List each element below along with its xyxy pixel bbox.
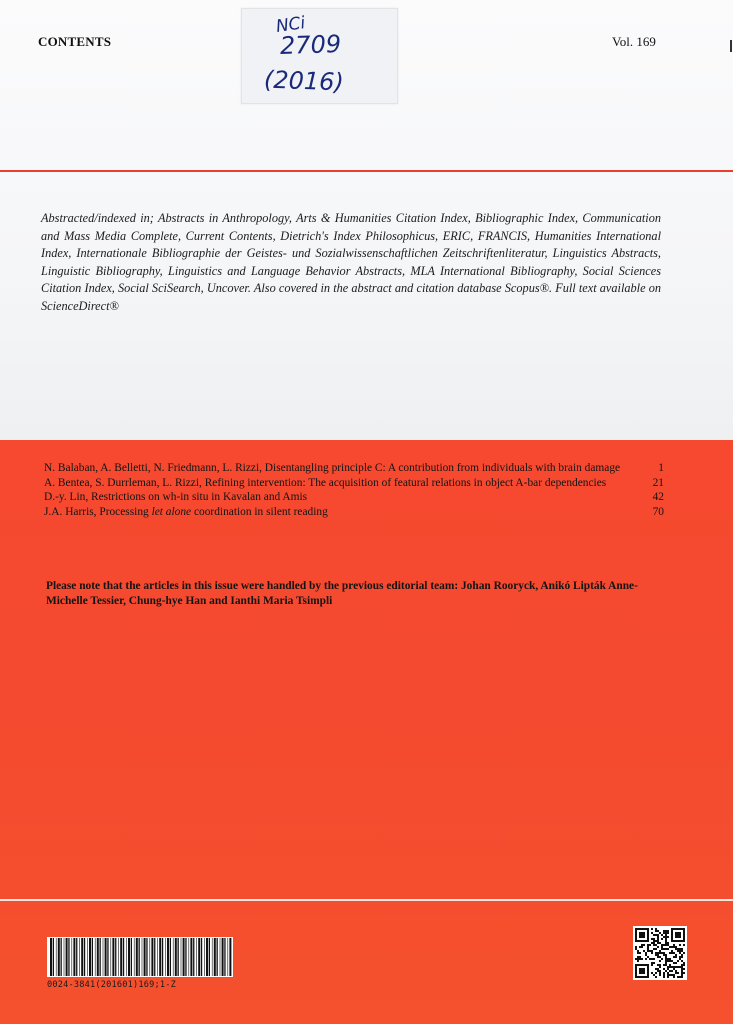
table-of-contents: [44, 461, 664, 519]
indexing-statement: Abstracted/indexed in; Abstracts in Anthropology, Arts & Humanities Citation Index, Bibliographic Index, Communication and Mass Media Complete, Current Contents, Dietrich's Index Philosophicus, ERIC, FRANCIS, Humanities International Index, Internationale Bibliographie der Geistes- und Sozialwissenschaftlichen Zeitschriftenliteratur, Linguistics Abstracts, Linguistic Bibliography, Linguistics and Language Behavior Abstracts, MLA International Bibliography, Social Sciences Citation Index, Social SciSearch, Uncover. Also covered in the abstract and citation database Scopus®. Full text available on ScienceDirect®: [41, 211, 661, 313]
toc-entry: [44, 490, 664, 505]
toc-entry: [44, 461, 664, 476]
toc-entry-page: 1: [658, 462, 664, 474]
sticker-note-line3: (2016): [263, 65, 345, 97]
sticker-note-line1: NCi: [274, 13, 307, 37]
toc-entry-title: A. Bentea, S. Durrleman, L. Rizzi, Refining intervention: The acquisition of featural relations in object A-bar dependencies: [44, 476, 607, 489]
qr-code: [633, 926, 687, 980]
toc-entry-page: 42: [652, 491, 664, 503]
toc-entry-page: 21: [652, 476, 664, 489]
library-sticker: [241, 8, 398, 104]
bottom-divider: [0, 899, 733, 901]
toc-entry-page: 70: [652, 505, 664, 518]
toc-entry-title-start: J.A. Harris, Processing: [44, 505, 152, 518]
top-divider: [0, 170, 733, 172]
toc-entry: [44, 505, 664, 520]
editorial-note: Please note that the articles in this issue were handled by the previous editorial team: Johan Rooryck, Anikó Lipták Anne-Michelle Tessier, Chung-hye Han and Ianthi Maria Tsimpli: [46, 580, 638, 608]
toc-entry-title: D.-y. Lin, Restrictions on wh-in situ in Kavalan and Amis: [44, 491, 308, 503]
contents-heading: CONTENTS: [38, 34, 112, 49]
toc-entry-title-italic: let alone: [151, 505, 192, 518]
sticker-note-line2: 2709: [279, 29, 342, 61]
barcode: [47, 937, 233, 977]
volume-label: Vol. 169: [612, 34, 656, 49]
barcode-number: 0024-3841(201601)169;1-Z: [47, 980, 176, 990]
toc-entry-title-end: coordination in silent reading: [191, 505, 328, 518]
toc-entry-title: N. Balaban, A. Belletti, N. Friedmann, L. Rizzi, Disentangling principle C: A contribution from individuals with brain damage: [44, 462, 621, 474]
toc-entry: [44, 476, 664, 491]
edge-mark: [730, 40, 732, 52]
